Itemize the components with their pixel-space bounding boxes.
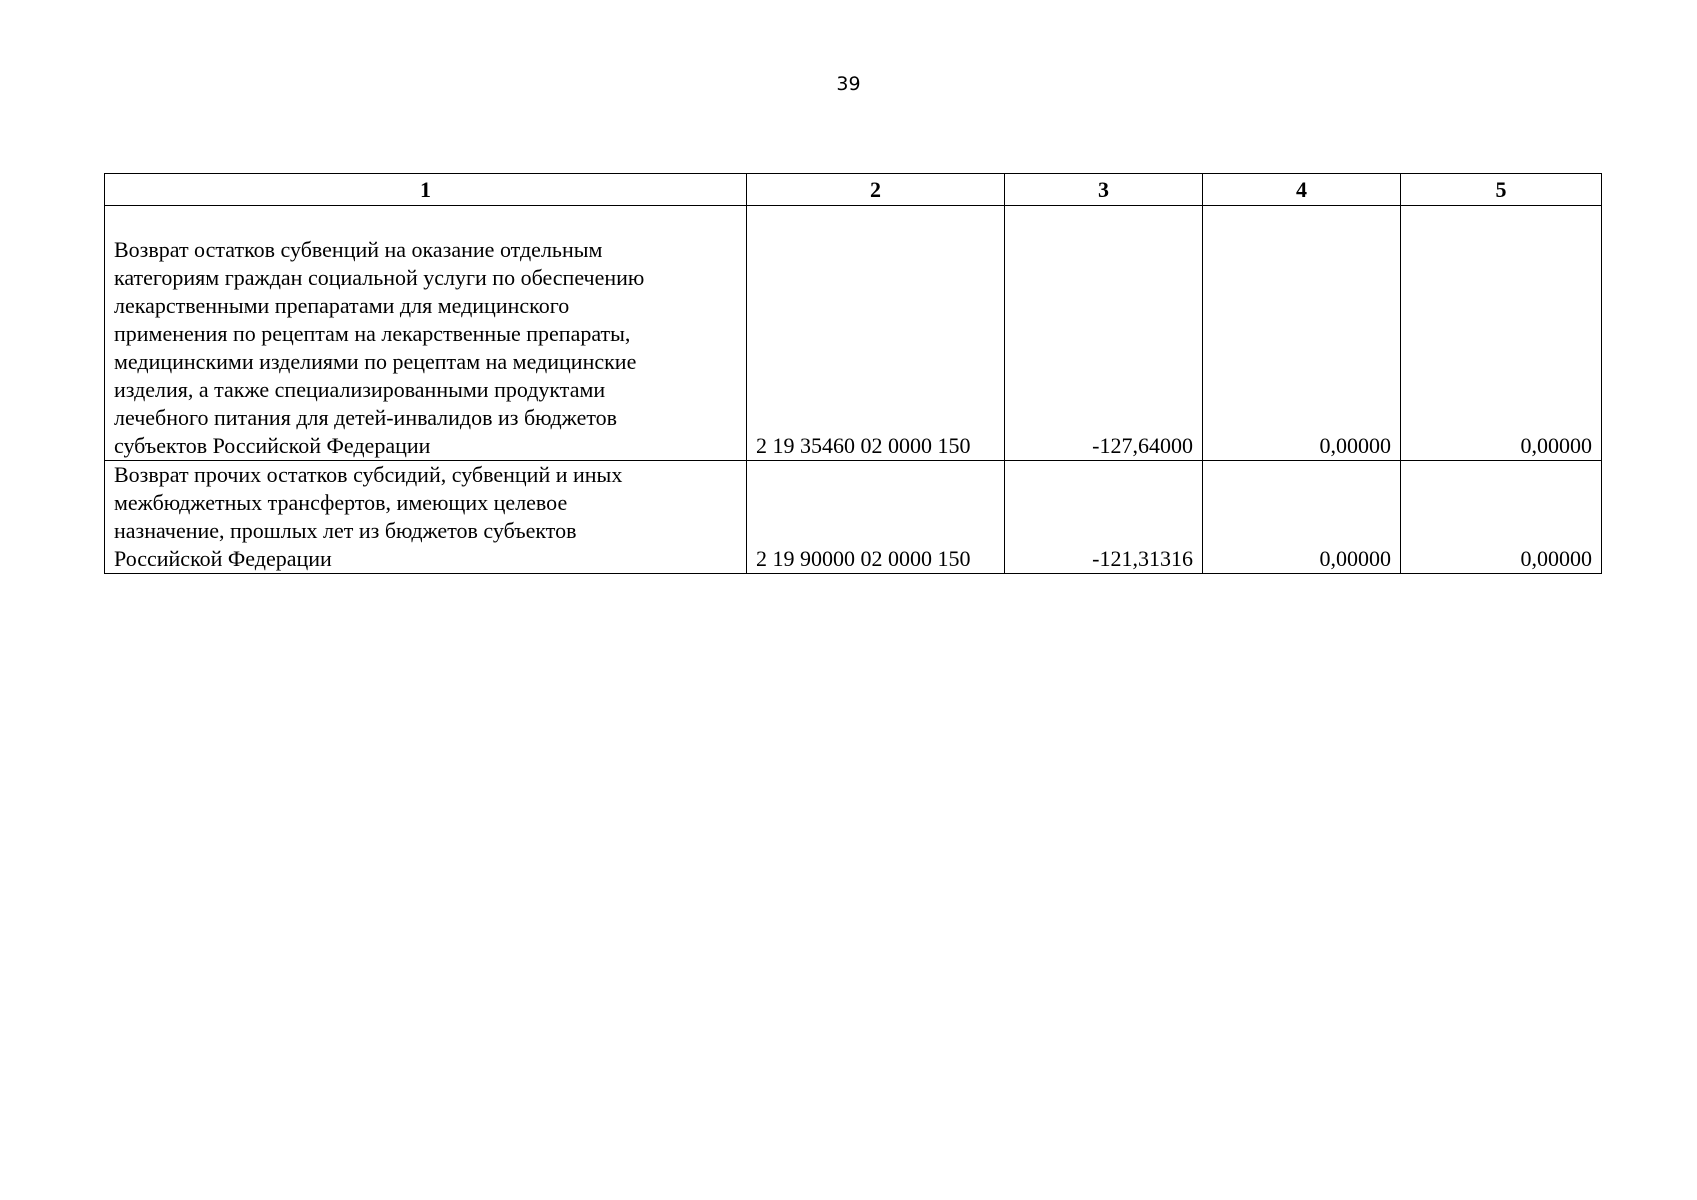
amount-column-4: 0,00000 (1203, 206, 1401, 461)
amount-column-5: 0,00000 (1401, 461, 1602, 574)
amount-column-3: -121,31316 (1005, 461, 1203, 574)
description-line: изделия, а также специализированными продуктами (114, 377, 606, 402)
column-header-1: 1 (105, 174, 747, 206)
page-number: 39 (836, 73, 861, 95)
table-header-row (105, 174, 1602, 206)
description-line: лекарственными препаратами для медицинского (114, 293, 570, 318)
row-description (105, 206, 747, 461)
row-description (105, 461, 747, 574)
column-header-5: 5 (1401, 174, 1602, 206)
description-line: Возврат прочих остатков субсидий, субвенций и иных (114, 462, 623, 487)
description-line: субъектов Российской Федерации (114, 433, 431, 458)
budget-table (104, 173, 1602, 574)
description-line: лечебного питания для детей-инвалидов из бюджетов (114, 405, 618, 430)
budget-classification-code: 2 19 35460 02 0000 150 (747, 206, 1005, 461)
amount-column-3: -127,64000 (1005, 206, 1203, 461)
description-line: назначение, прошлых лет из бюджетов субъектов (114, 518, 577, 543)
description-line: межбюджетных трансфертов, имеющих целевое (114, 490, 568, 515)
description-line: категориям граждан социальной услуги по обеспечению (114, 265, 645, 290)
budget-classification-code: 2 19 90000 02 0000 150 (747, 461, 1005, 574)
table-row (105, 206, 1602, 461)
column-header-4: 4 (1203, 174, 1401, 206)
description-line: Возврат остатков субвенций на оказание отдельным (114, 237, 603, 262)
description-line: медицинскими изделиями по рецептам на медицинские (114, 349, 637, 374)
amount-column-4: 0,00000 (1203, 461, 1401, 574)
description-line: Российской Федерации (114, 546, 332, 571)
table-row (105, 461, 1602, 574)
description-line: применения по рецептам на лекарственные препараты, (114, 321, 631, 346)
column-header-3: 3 (1005, 174, 1203, 206)
column-header-2: 2 (747, 174, 1005, 206)
amount-column-5: 0,00000 (1401, 206, 1602, 461)
